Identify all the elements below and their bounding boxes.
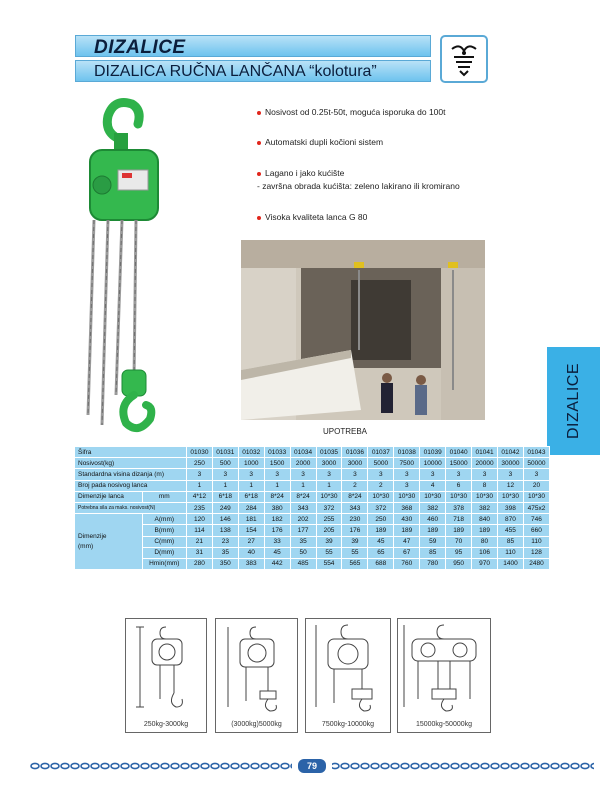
diagram-label: 15000kg-50000kg xyxy=(415,721,473,728)
table-row: Dimenzije (mm) A(mm) 120 146 181 182 202 255 230 250 430 460 718 840 870 746 xyxy=(75,514,550,525)
row-label: B(mm) xyxy=(142,525,186,536)
table-row: Šifra 01030 01031 01032 01033 01034 01035 01036 01037 01038 01039 01040 01041 01042 01043 xyxy=(75,447,550,458)
diagram-label: (3000kg)5000kg xyxy=(231,721,282,728)
spec-table xyxy=(74,446,550,570)
row-label: A(mm) xyxy=(142,514,186,525)
side-tab-label: DIZALICE xyxy=(564,362,582,440)
logo-emblem-icon xyxy=(442,37,486,81)
row-label: Potrebna sila za maks. nosivost(N) xyxy=(75,502,187,513)
page-title: DIZALICE xyxy=(94,37,186,58)
technical-diagram-4 xyxy=(397,618,491,733)
feature-item: Visoka kvaliteta lanca G 80 xyxy=(257,212,367,222)
row-label: Nosivost(kg) xyxy=(75,458,187,469)
row-label: C(mm) xyxy=(142,536,186,547)
table-row: Hmin(mm) 280 350 383 442 485 554 565 688 760 780 950 970 1400 2480 xyxy=(75,558,550,569)
chain-hoist-image xyxy=(70,95,170,440)
dimensions-group-label: Dimenzije (mm) xyxy=(75,514,143,570)
hoist-drawing-icon xyxy=(398,619,490,714)
page-subtitle: DIZALICA RUČNA LANČANA “kolotura” xyxy=(94,63,377,80)
technical-diagram-1 xyxy=(125,618,207,733)
table-row: Standardna visina dizanja (m) 3 3 3 3 3 3 3 3 3 3 3 3 3 3 xyxy=(75,469,550,480)
header-title-bar xyxy=(75,35,431,57)
hoist-drawing-icon xyxy=(306,619,390,714)
table-row: Broj pada nosivog lanca 1 1 1 1 1 1 2 2 3 4 6 8 12 20 xyxy=(75,480,550,491)
page-number: 79 xyxy=(298,759,326,773)
feature-item: Automatski dupli kočioni sistem xyxy=(257,137,383,147)
feature-item: Lagano i jako kućište xyxy=(257,168,344,178)
row-unit: mm xyxy=(142,491,186,502)
section-side-tab xyxy=(547,347,600,455)
header-subtitle-bar xyxy=(75,60,431,82)
feature-subitem: - završna obrada kućišta: zeleno lakirano ili kromirano xyxy=(257,181,460,191)
table-row: C(mm) 21 23 27 33 35 39 39 45 47 59 70 80 85 110 xyxy=(75,536,550,547)
row-label: D(mm) xyxy=(142,547,186,558)
table-row: Nosivost(kg) 250 500 1000 1500 2000 3000 3000 5000 7500 10000 15000 20000 30000 50000 xyxy=(75,458,550,469)
brand-logo xyxy=(440,35,488,83)
row-label: Hmin(mm) xyxy=(142,558,186,569)
row-label: Dimenzije lanca xyxy=(75,491,143,502)
bullet-icon xyxy=(257,216,261,220)
usage-photo xyxy=(241,240,485,420)
hoist-drawing-icon xyxy=(216,619,297,714)
technical-diagram-2 xyxy=(215,618,298,733)
row-label: Broj pada nosivog lanca xyxy=(75,480,187,491)
table-row: D(mm) 31 35 40 45 50 55 55 65 67 85 95 106 110 128 xyxy=(75,547,550,558)
diagram-label: 7500kg-10000kg xyxy=(321,721,375,728)
row-label: Standardna visina dizanja (m) xyxy=(75,469,187,480)
photo-caption: UPOTREBA xyxy=(323,427,368,436)
bullet-icon xyxy=(257,172,261,176)
hoist-drawing-icon xyxy=(126,619,206,714)
technical-diagram-3 xyxy=(305,618,391,733)
diagram-label: 250kg-3000kg xyxy=(143,721,189,728)
bullet-icon xyxy=(257,141,261,145)
table-row: B(mm) 114 138 154 176 177 205 176 189 189 189 189 189 455 660 xyxy=(75,525,550,536)
table-row: Potrebna sila za maks. nosivost(N) 235 249 284 380 343 372 343 372 368 382 378 382 398 475x2 xyxy=(75,502,550,513)
row-label: Šifra xyxy=(75,447,187,458)
bullet-icon xyxy=(257,111,261,115)
table-row: Dimenzije lanca mm 4*12 6*18 6*18 8*24 8*24 10*30 8*24 10*30 10*30 10*30 10*30 10*30 10*30 10*30 xyxy=(75,491,550,502)
feature-item: Nosivost od 0.25t-50t, moguća isporuka do 100t xyxy=(257,107,446,117)
